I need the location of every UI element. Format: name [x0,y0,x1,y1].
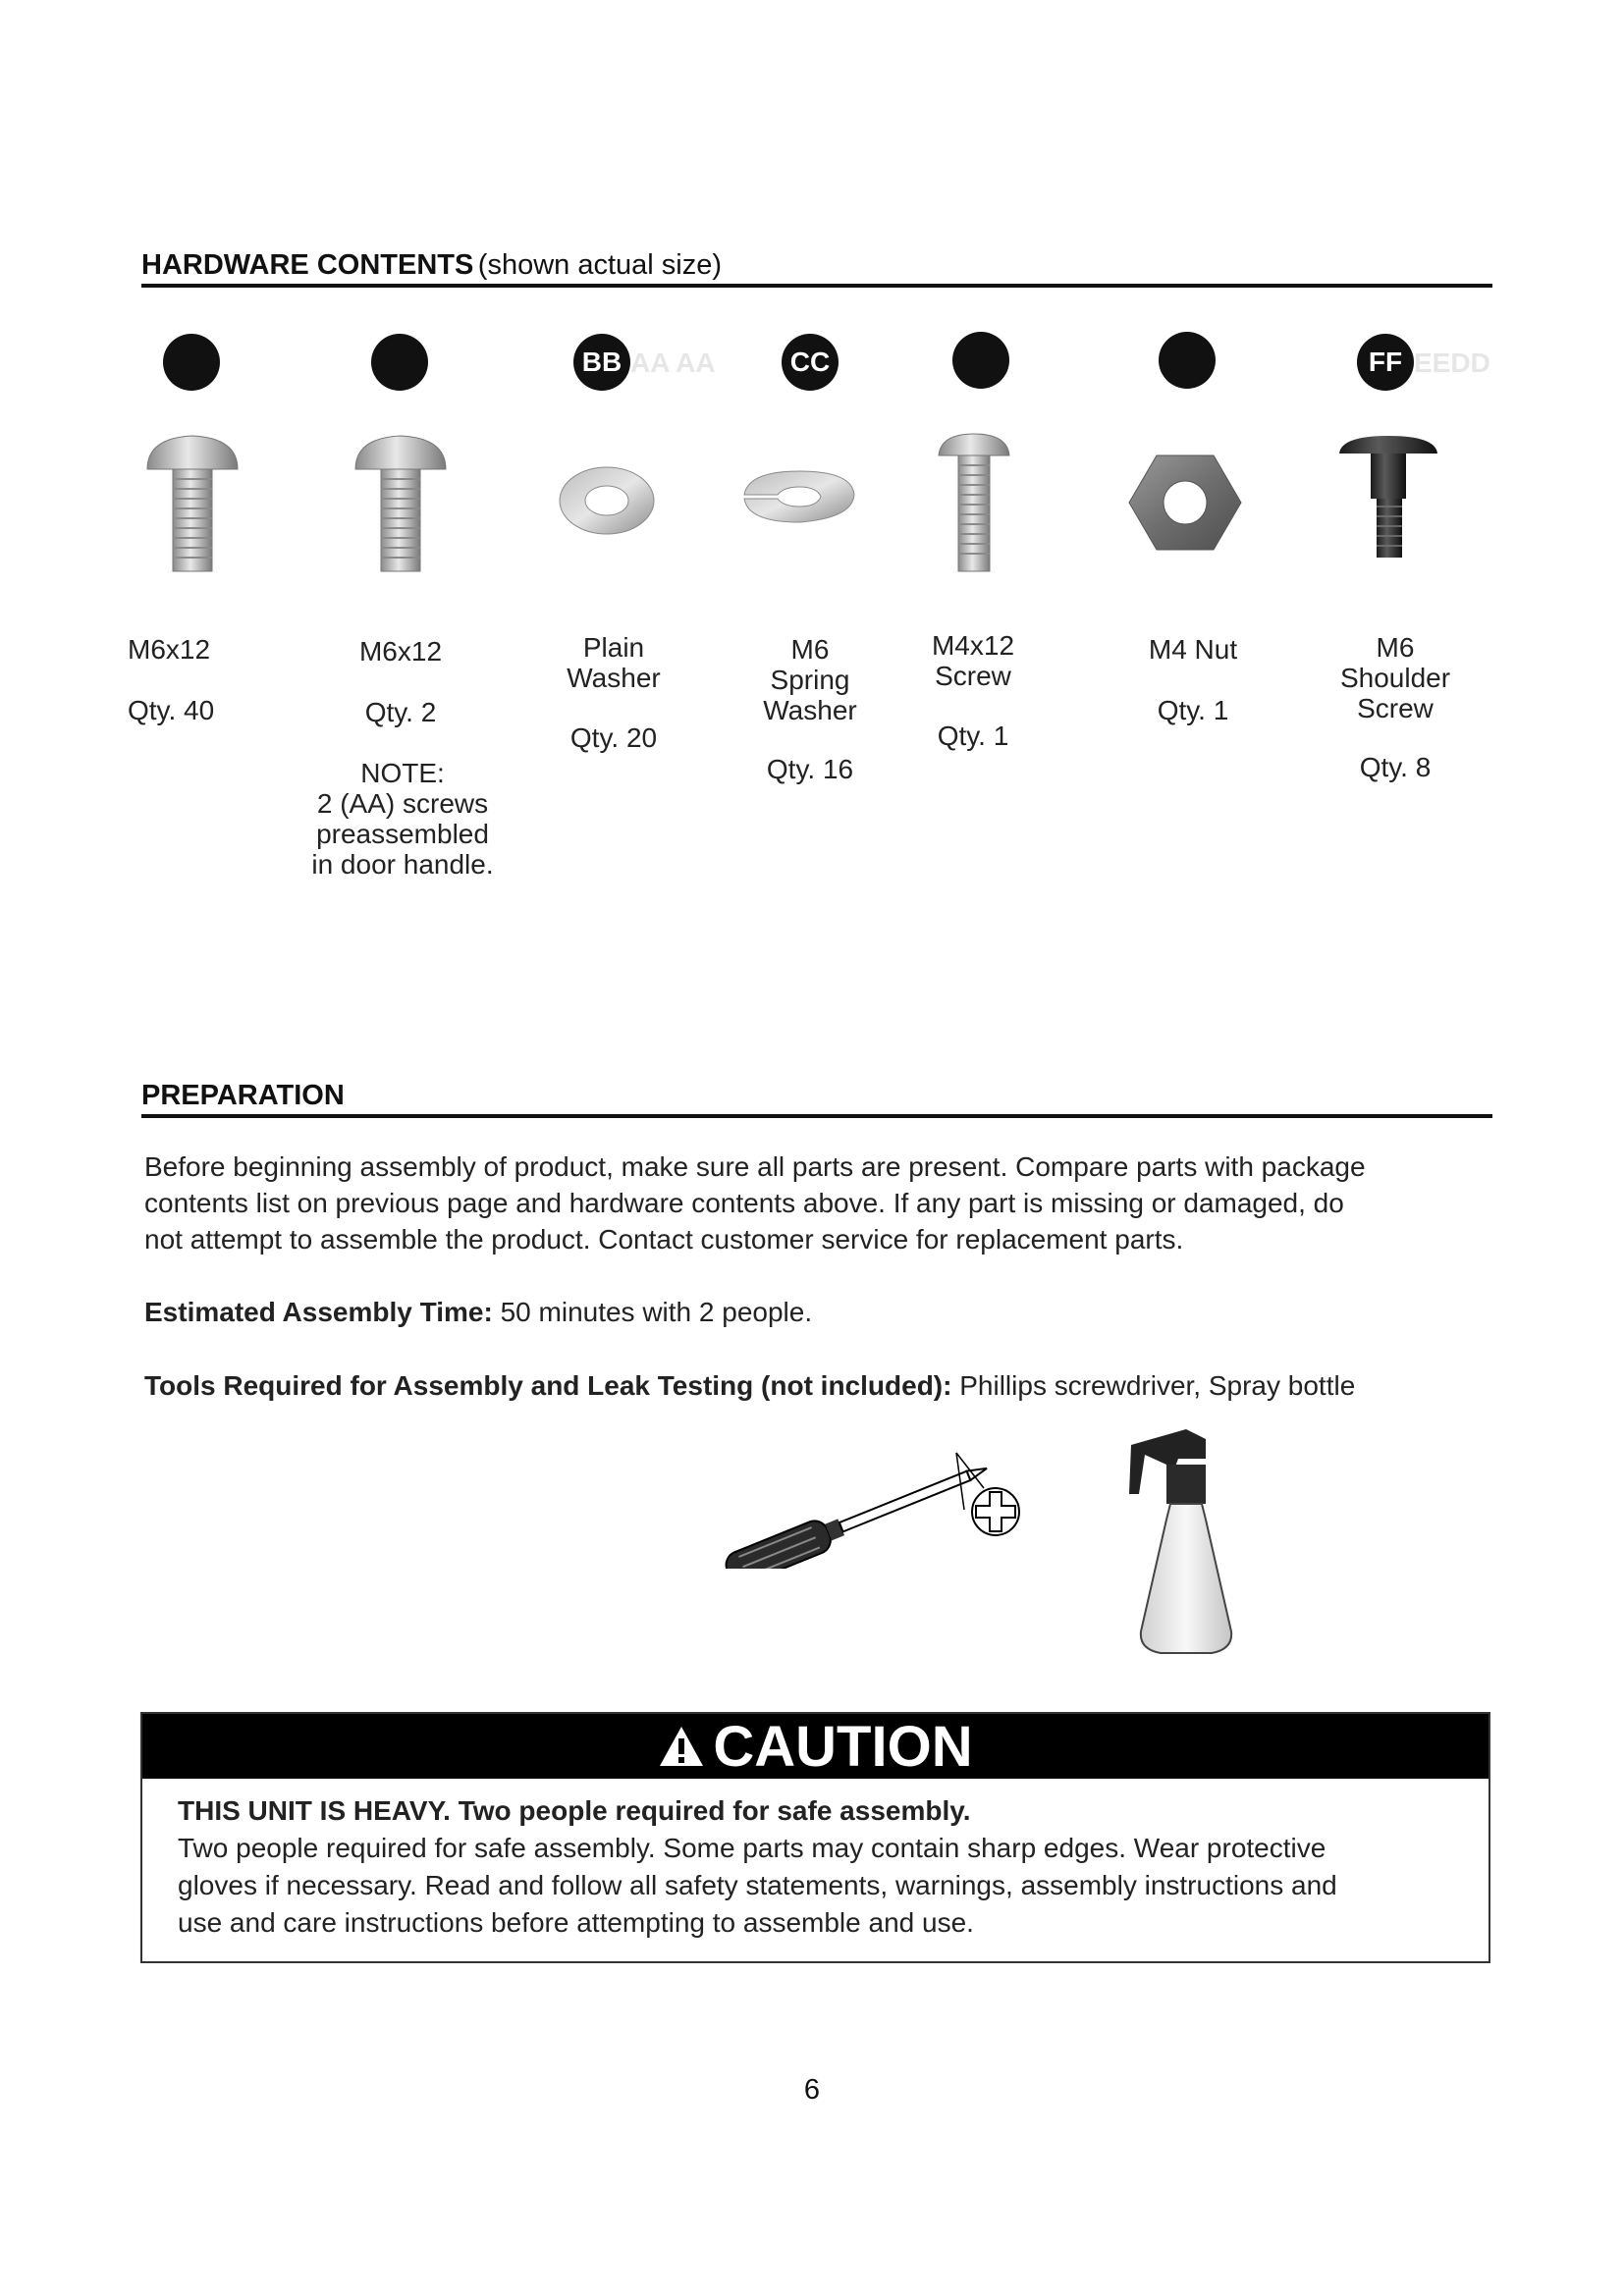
warning-triangle-icon [658,1725,705,1768]
part-badge [1159,332,1216,389]
tools-value: Phillips screwdriver, Spray bottle [959,1370,1356,1401]
assembly-time [144,1294,1499,1330]
part-name-line: M6 [790,634,830,665]
part-qty: Qty. 16 [766,754,854,784]
part-name-line: Spring [770,665,850,695]
part-name [1322,632,1469,723]
part-note [285,758,520,880]
hardware-section-header [141,249,1492,288]
pan-head-screw-icon [352,432,450,575]
faded-badge-text: EEDD [1414,347,1490,378]
part-name [746,634,874,725]
part-name-line: Screw [935,661,1011,691]
intro-line: not attempt to assemble the product. Contact customer service for replacement parts. [144,1224,1184,1255]
intro-line: contents list on previous page and hardware contents above. If any part is missing or damaged, do [144,1188,1344,1218]
part-badge [952,332,1009,389]
part-badge: FF [1357,334,1414,391]
intro-line: Before beginning assembly of product, make sure all parts are present. Compare parts with package [144,1151,1366,1182]
note-line: NOTE: [360,758,445,788]
part-badge [163,334,220,391]
caution-line: use and care instructions before attempting to assemble and use. [178,1907,974,1938]
spray-bottle-icon [1110,1425,1247,1661]
part-qty: Qty. 40 [128,695,215,725]
part-name-line: Shoulder [1339,663,1451,693]
part-name: M6x12 [358,636,443,667]
part-qty: Qty. 8 [1359,752,1432,782]
part-name-line: Washer [763,695,857,725]
tools-required [144,1367,1499,1404]
hardware-subtitle: (shown actual size) [477,249,723,281]
part-badge [371,334,428,391]
preparation-intro [144,1148,1499,1257]
part-name: M4 Nut [1148,634,1238,665]
part-name-line: Plain [582,632,645,663]
caution-title: CAUTION [713,1714,973,1779]
hardware-title: HARDWARE CONTENTS [141,249,474,281]
spring-washer-icon [738,465,860,528]
part-name [550,632,677,693]
hex-nut-icon [1127,452,1243,554]
part-badge: BB [573,334,630,391]
faded-badge-text: AA AA [630,347,716,378]
tools-label: Tools Required for Assembly and Leak Testing (not included): [144,1370,952,1401]
assembly-time-label: Estimated Assembly Time: [144,1297,493,1327]
caution-box [140,1712,1490,1963]
pan-head-screw-icon [143,432,242,575]
note-line: preassembled [316,819,489,849]
shoulder-screw-icon [1337,434,1439,561]
part-qty: Qty. 20 [569,722,658,753]
part-name-line: Screw [1357,693,1434,723]
note-line: in door handle. [311,849,494,880]
phillips-screwdriver-icon [697,1431,1031,1569]
preparation-title: PREPARATION [141,1080,345,1111]
page-number: 6 [803,2074,821,2106]
caution-bold-line: THIS UNIT IS HEAVY. Two people required for safe assembly. [178,1795,971,1826]
caution-body [178,1792,1464,1942]
part-name-line: M4x12 [931,630,1015,661]
part-name: M6x12 [128,634,211,665]
part-badge: CC [782,334,839,391]
small-screw-icon [935,432,1013,575]
part-qty: Qty. 1 [1157,695,1229,725]
caution-header [142,1714,1489,1779]
part-name-line: Washer [567,663,661,693]
part-name-line: M6 [1376,632,1415,663]
preparation-section-header [141,1080,1492,1118]
part-name [909,630,1037,691]
caution-line: gloves if necessary. Read and follow all safety statements, warnings, assembly instructions and [178,1870,1337,1900]
part-qty: Qty. 1 [937,721,1009,751]
part-qty: Qty. 2 [364,697,437,727]
plain-washer-icon [556,461,658,540]
assembly-time-value: 50 minutes with 2 people. [500,1297,813,1327]
note-line: 2 (AA) screws [316,788,489,819]
caution-line: Two people required for safe assembly. Some parts may contain sharp edges. Wear protective [178,1833,1326,1863]
